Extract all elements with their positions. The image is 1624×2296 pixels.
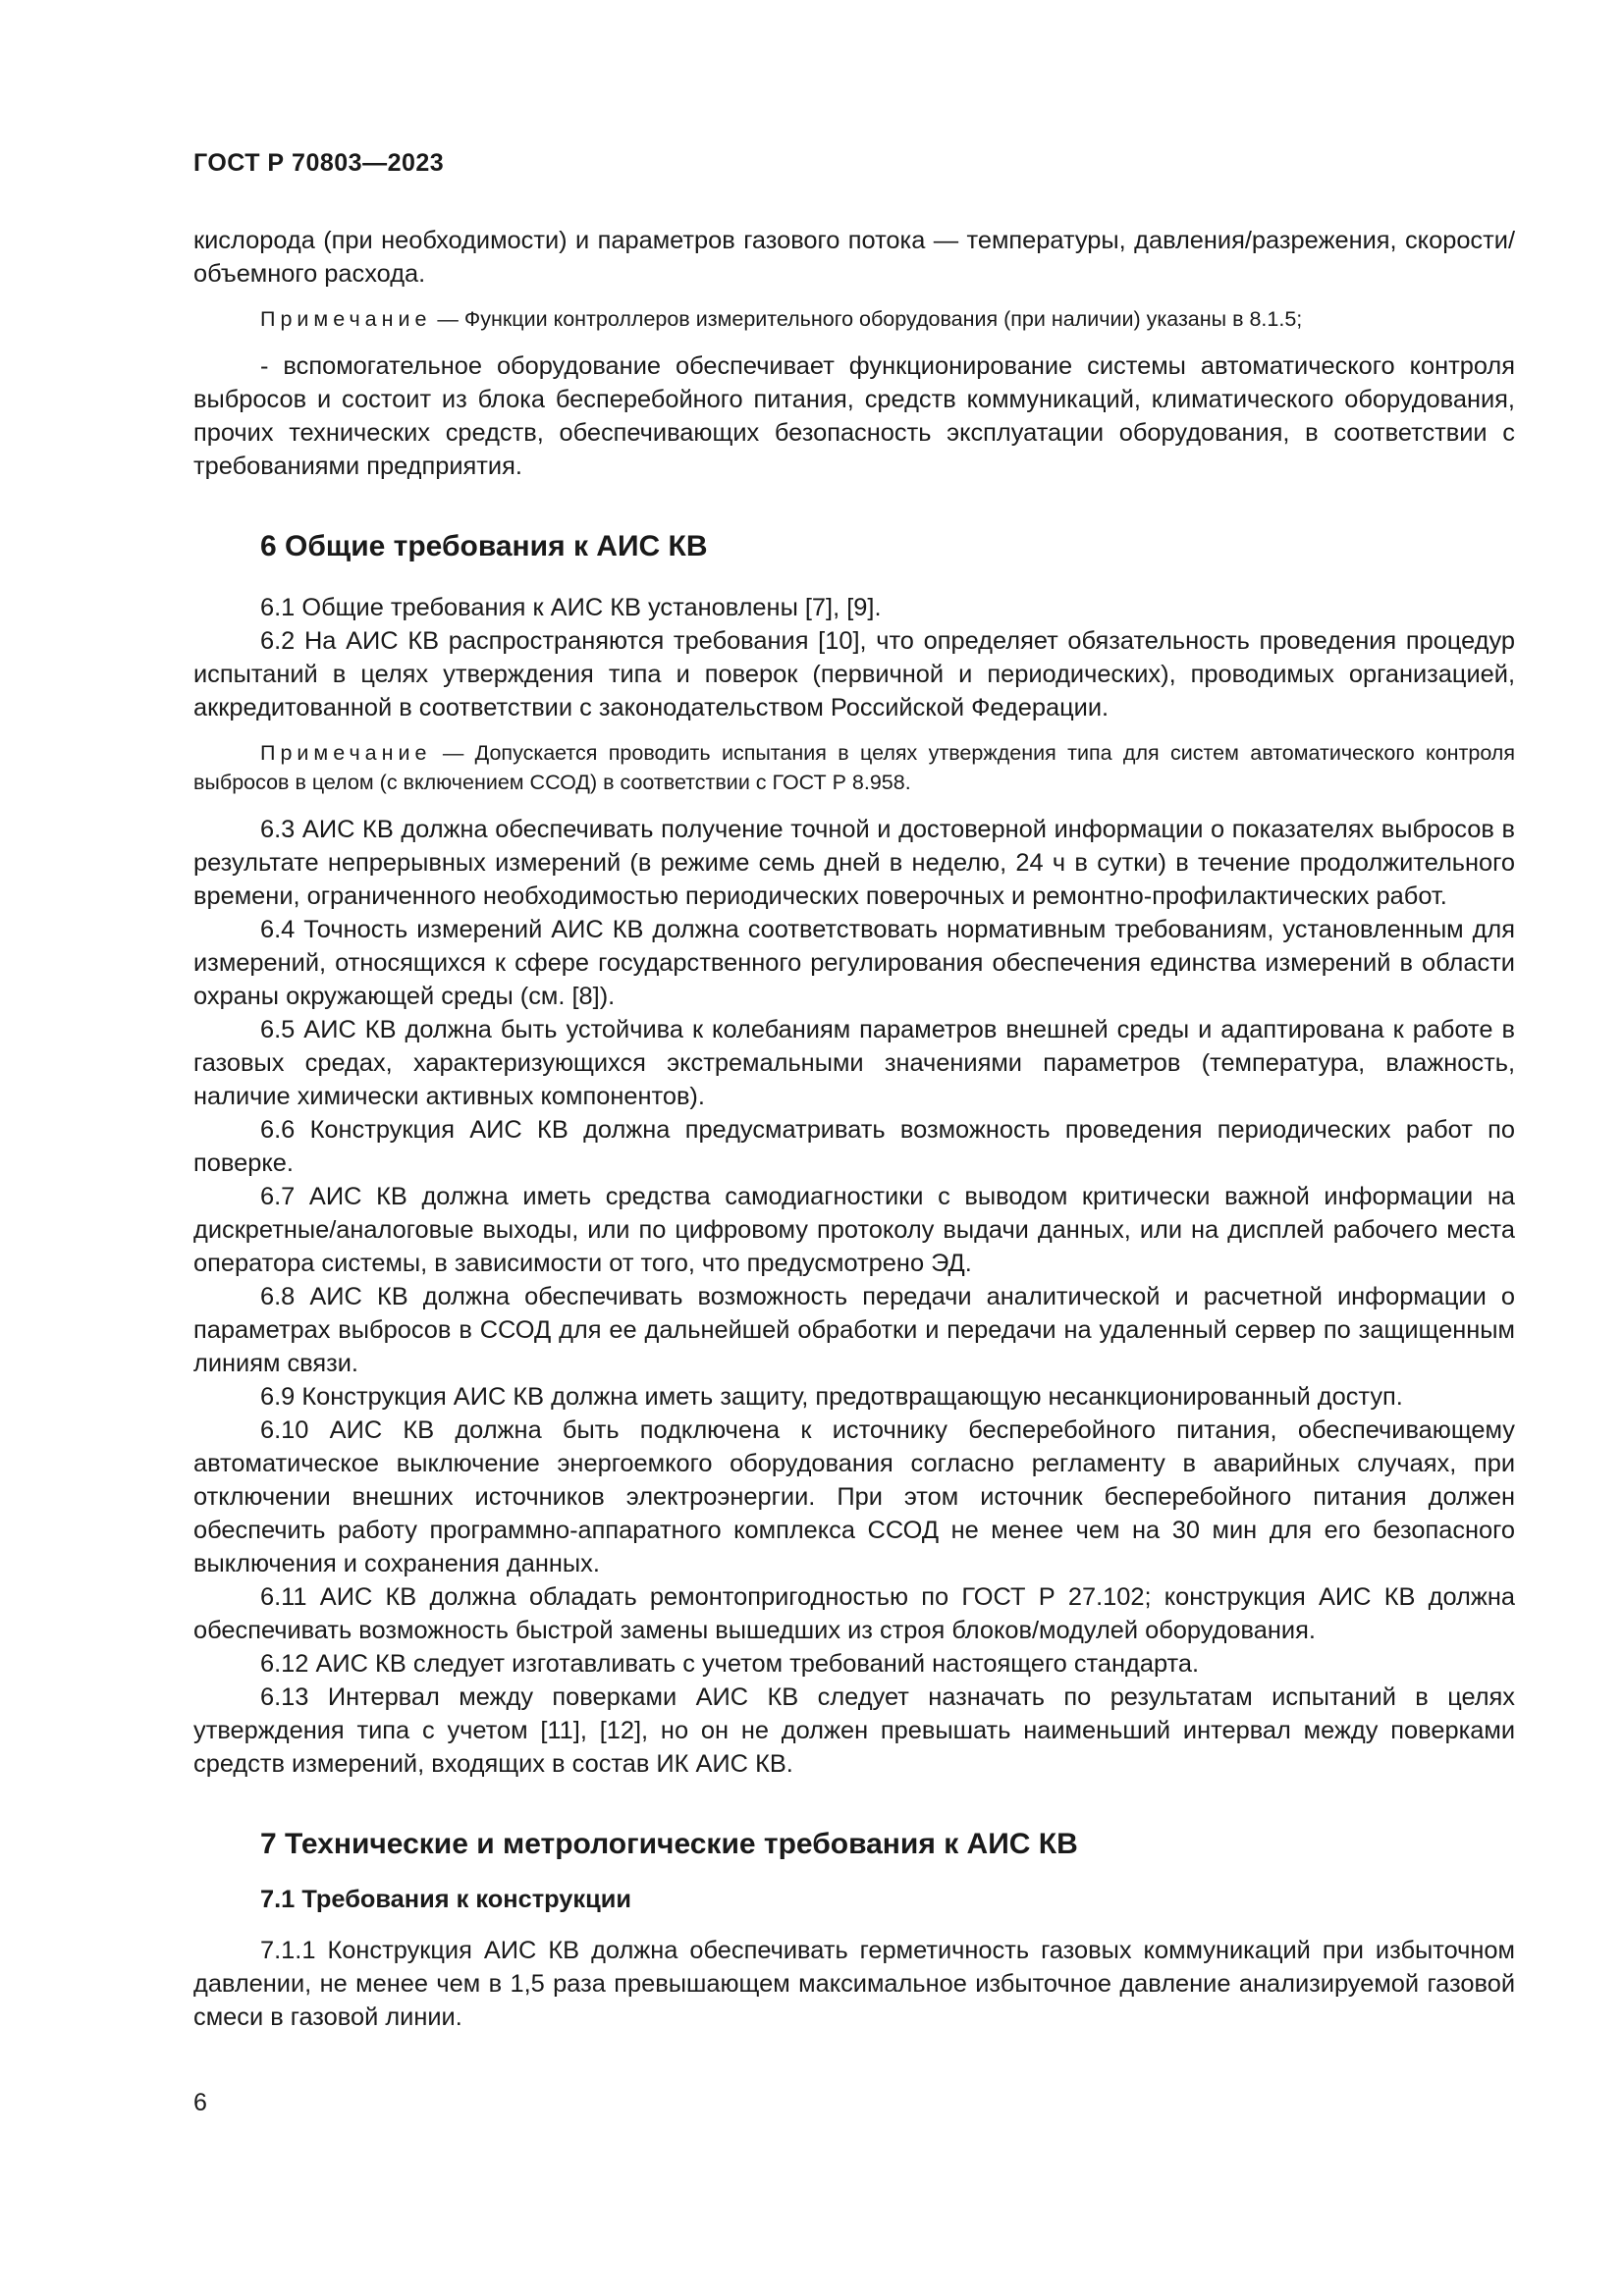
- clause-7-1-1: 7.1.1 Конструкция АИС КВ должна обеспечивать герметичность газовых коммуникаций при избыточном давлении, не менее чем в 1,5 раза превышающем максимальное избыточное давление анализируемой газовой смеси в газовой линии.: [193, 1937, 1515, 2031]
- clause-6-12: 6.12 АИС КВ следует изготавливать с учетом требований настоящего стандарта.: [260, 1650, 1200, 1678]
- clause-6-6: 6.6 Конструкция АИС КВ должна предусматривать возможность проведения периодических работ по поверке.: [193, 1116, 1515, 1177]
- paragraph-continuation: кислорода (при необходимости) и параметров газового потока — температуры, давления/разрежения, скорости/объемного расхода.: [193, 227, 1515, 288]
- clause-6-3: 6.3 АИС КВ должна обеспечивать получение точной и достоверной информации о показателях выбросов в результате непрерывных измерений (в режиме семь дней в неделю, 24 ч в сутки) в течение продолжительного времени, ограниченного необходимостью периодических поверочных и ремонтно-профилактических работ.: [193, 816, 1515, 910]
- paragraph-auxiliary-equipment: - вспомогательное оборудование обеспечивает функционирование системы автоматического контроля выбросов и состоит из блока бесперебойного питания, средств коммуникаций, климатического оборудования, прочих технических средств, обеспечивающих безопасность эксплуатации оборудования, в соответствии с требованиями предприятия.: [193, 352, 1515, 480]
- subsection-heading-7-1: 7.1 Требования к конструкции: [260, 1886, 631, 1913]
- clause-6-13: 6.13 Интервал между поверками АИС КВ следует назначать по результатам испытаний в целях утверждения типа с учетом [11], [12], но он не должен превышать наименьший интервал между поверками средств измерений, входящих в состав ИК АИС КВ.: [193, 1683, 1515, 1778]
- clause-6-7: 6.7 АИС КВ должна иметь средства самодиагностики с выводом критически важной информации на дискретные/аналоговые выходы, или по цифровому протоколу выдачи данных, или на дисплей рабочего места оператора системы, в зависимости от того, что предусмотрено ЭД.: [193, 1183, 1515, 1277]
- clause-6-8: 6.8 АИС КВ должна обеспечивать возможность передачи аналитической и расчетной информации о параметрах выбросов в ССОД для ее дальнейшей обработки и передачи на удаленный сервер по защищенным линиям связи.: [193, 1283, 1515, 1377]
- clause-6-10: 6.10 АИС КВ должна быть подключена к источнику бесперебойного питания, обеспечивающему автоматическое выключение энергоемкого оборудования согласно регламенту в аварийных случаях, при отключении внешних источников электроэнергии. При этом источник бесперебойного питания должен обеспечить работу программно-аппаратного комплекса ССОД не менее чем на 30 мин для его безопасного выключения и сохранения данных.: [193, 1416, 1515, 1577]
- clause-6-2: 6.2 На АИС КВ распространяются требования [10], что определяет обязательность проведения процедур испытаний в целях утверждения типа и поверок (первичной и периодических), проводимых организацией, аккредитованной в соответствии с законодательством Российской Федерации.: [193, 627, 1515, 721]
- document-body: [193, 224, 1515, 2034]
- clause-6-11: 6.11 АИС КВ должна обладать ремонтопригодностью по ГОСТ Р 27.102; конструкция АИС КВ должна обеспечивать возможность быстрой замены вышедших из строя блоков/модулей оборудования.: [193, 1583, 1515, 1644]
- note-label: Примечание: [260, 307, 432, 331]
- note-label: Примечание: [260, 741, 432, 765]
- page-number: 6: [193, 2089, 207, 2116]
- clause-6-9: 6.9 Конструкция АИС КВ должна иметь защиту, предотвращающую несанкционированный доступ.: [260, 1383, 1403, 1411]
- clause-6-4: 6.4 Точность измерений АИС КВ должна соответствовать нормативным требованиям, установленным для измерений, относящихся к сфере государственного регулирования обеспечения единства измерений в области охраны окружающей среды (см. [8]).: [193, 916, 1515, 1010]
- clause-6-1: 6.1 Общие требования к АИС КВ установлены [7], [9].: [260, 594, 882, 621]
- clause-6-5: 6.5 АИС КВ должна быть устойчива к колебаниям параметров внешней среды и адаптирована к работе в газовых средах, характеризующихся экстремальными значениями параметров (температура, влажность, наличие химически активных компонентов).: [193, 1016, 1515, 1110]
- note-text: — Допускается проводить испытания в целях утверждения типа для систем автоматического контроля выбросов в целом (с включением ССОД) в соответствии с ГОСТ Р 8.958.: [193, 741, 1515, 794]
- standard-header: ГОСТ Р 70803—2023: [193, 149, 445, 177]
- note-2: [193, 738, 1515, 797]
- note-1: [193, 304, 1515, 334]
- section-heading-6: 6 Общие требования к АИС КВ: [260, 530, 708, 562]
- section-heading-7: 7 Технические и метрологические требования к АИС КВ: [260, 1828, 1078, 1860]
- note-text: — Функции контроллеров измерительного оборудования (при наличии) указаны в 8.1.5;: [431, 307, 1303, 331]
